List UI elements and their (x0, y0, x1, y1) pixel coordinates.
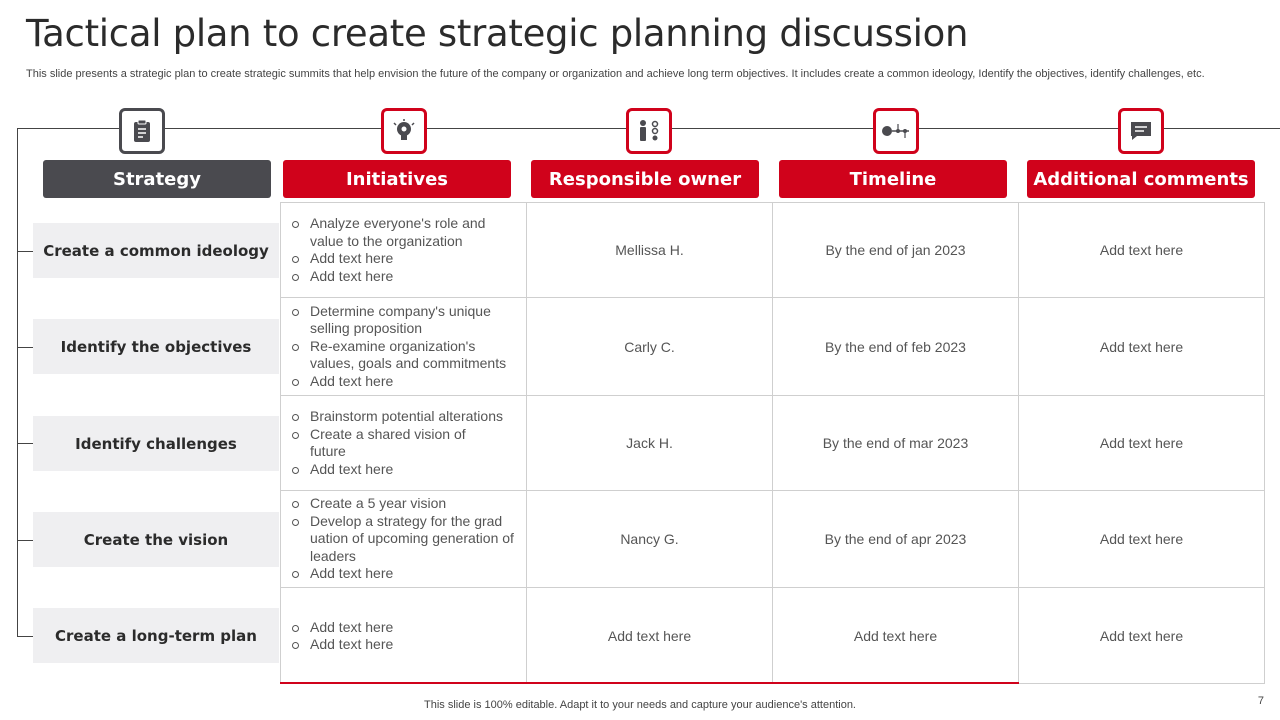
comments-cell: Add text here (1019, 588, 1265, 684)
list-item: Add text here (291, 636, 522, 654)
owner-cell: Jack H. (527, 396, 773, 491)
initiatives-list (291, 619, 522, 654)
header-timeline: Timeline (779, 160, 1007, 198)
initiatives-cell (280, 396, 527, 491)
header-additional-comments: Additional comments (1027, 160, 1255, 198)
list-item: Analyze everyone's role and value to the organization (291, 215, 522, 250)
list-item: Add text here (291, 250, 522, 268)
strategy-label: Identify challenges (33, 416, 279, 471)
strategy-label: Identify the objectives (33, 319, 279, 374)
timeline-icon (873, 108, 919, 154)
list-item: Develop a strategy for the grad uation of upcoming generation of leaders (291, 513, 522, 566)
person-checklist-icon (626, 108, 672, 154)
strategy-label: Create a common ideology (33, 223, 279, 278)
strategy-label: Create the vision (33, 512, 279, 567)
timeline-cell: By the end of apr 2023 (773, 491, 1019, 588)
initiatives-cell (280, 588, 527, 684)
list-item: Create a 5 year vision (291, 495, 522, 513)
table-bottom-accent-bar (280, 682, 1019, 684)
timeline-cell: By the end of feb 2023 (773, 298, 1019, 396)
list-item: Add text here (291, 373, 522, 391)
page-number: 7 (1257, 695, 1264, 707)
list-item: Create a shared vision of future (291, 426, 480, 461)
list-item: Add text here (291, 565, 522, 583)
owner-cell: Mellissa H. (527, 202, 773, 298)
list-item: Add text here (291, 619, 522, 637)
slide-title: Tactical plan to create strategic planning discussion (26, 12, 969, 55)
list-item: Add text here (291, 461, 522, 479)
list-item: Re-examine organization's values, goals and commitments (291, 338, 522, 373)
header-strategy: Strategy (43, 160, 271, 198)
list-item: Determine company's unique selling proposition (291, 303, 522, 338)
owner-cell: Carly C. (527, 298, 773, 396)
strategy-label: Create a long-term plan (33, 608, 279, 663)
comment-icon (1118, 108, 1164, 154)
comments-cell: Add text here (1019, 396, 1265, 491)
initiatives-list (291, 495, 522, 583)
footer-note: This slide is 100% editable. Adapt it to your needs and capture your audience's attention. (424, 699, 856, 711)
list-item: Brainstorm potential alterations (291, 408, 522, 426)
timeline-cell: By the end of mar 2023 (773, 396, 1019, 491)
clipboard-icon (119, 108, 165, 154)
timeline-cell: Add text here (773, 588, 1019, 684)
slide-subtitle: This slide presents a strategic plan to create strategic summits that help envision the future of the company or organization and achieve long term objectives. It includes create a common ideology, Identify the objectives, identify challenges, etc. (26, 68, 1205, 80)
header-responsible-owner: Responsible owner (531, 160, 759, 198)
list-item: Add text here (291, 268, 522, 286)
lightbulb-gear-icon (381, 108, 427, 154)
owner-cell: Nancy G. (527, 491, 773, 588)
owner-cell: Add text here (527, 588, 773, 684)
comments-cell: Add text here (1019, 202, 1265, 298)
comments-cell: Add text here (1019, 298, 1265, 396)
initiatives-cell (280, 491, 527, 588)
plan-table (280, 202, 1265, 684)
initiatives-cell (280, 298, 527, 396)
initiatives-list (291, 408, 522, 478)
initiatives-cell (280, 202, 527, 298)
comments-cell: Add text here (1019, 491, 1265, 588)
initiatives-list (291, 215, 522, 285)
initiatives-list (291, 303, 522, 391)
timeline-cell: By the end of jan 2023 (773, 202, 1019, 298)
header-initiatives: Initiatives (283, 160, 511, 198)
connector-vertical-line (17, 128, 18, 636)
